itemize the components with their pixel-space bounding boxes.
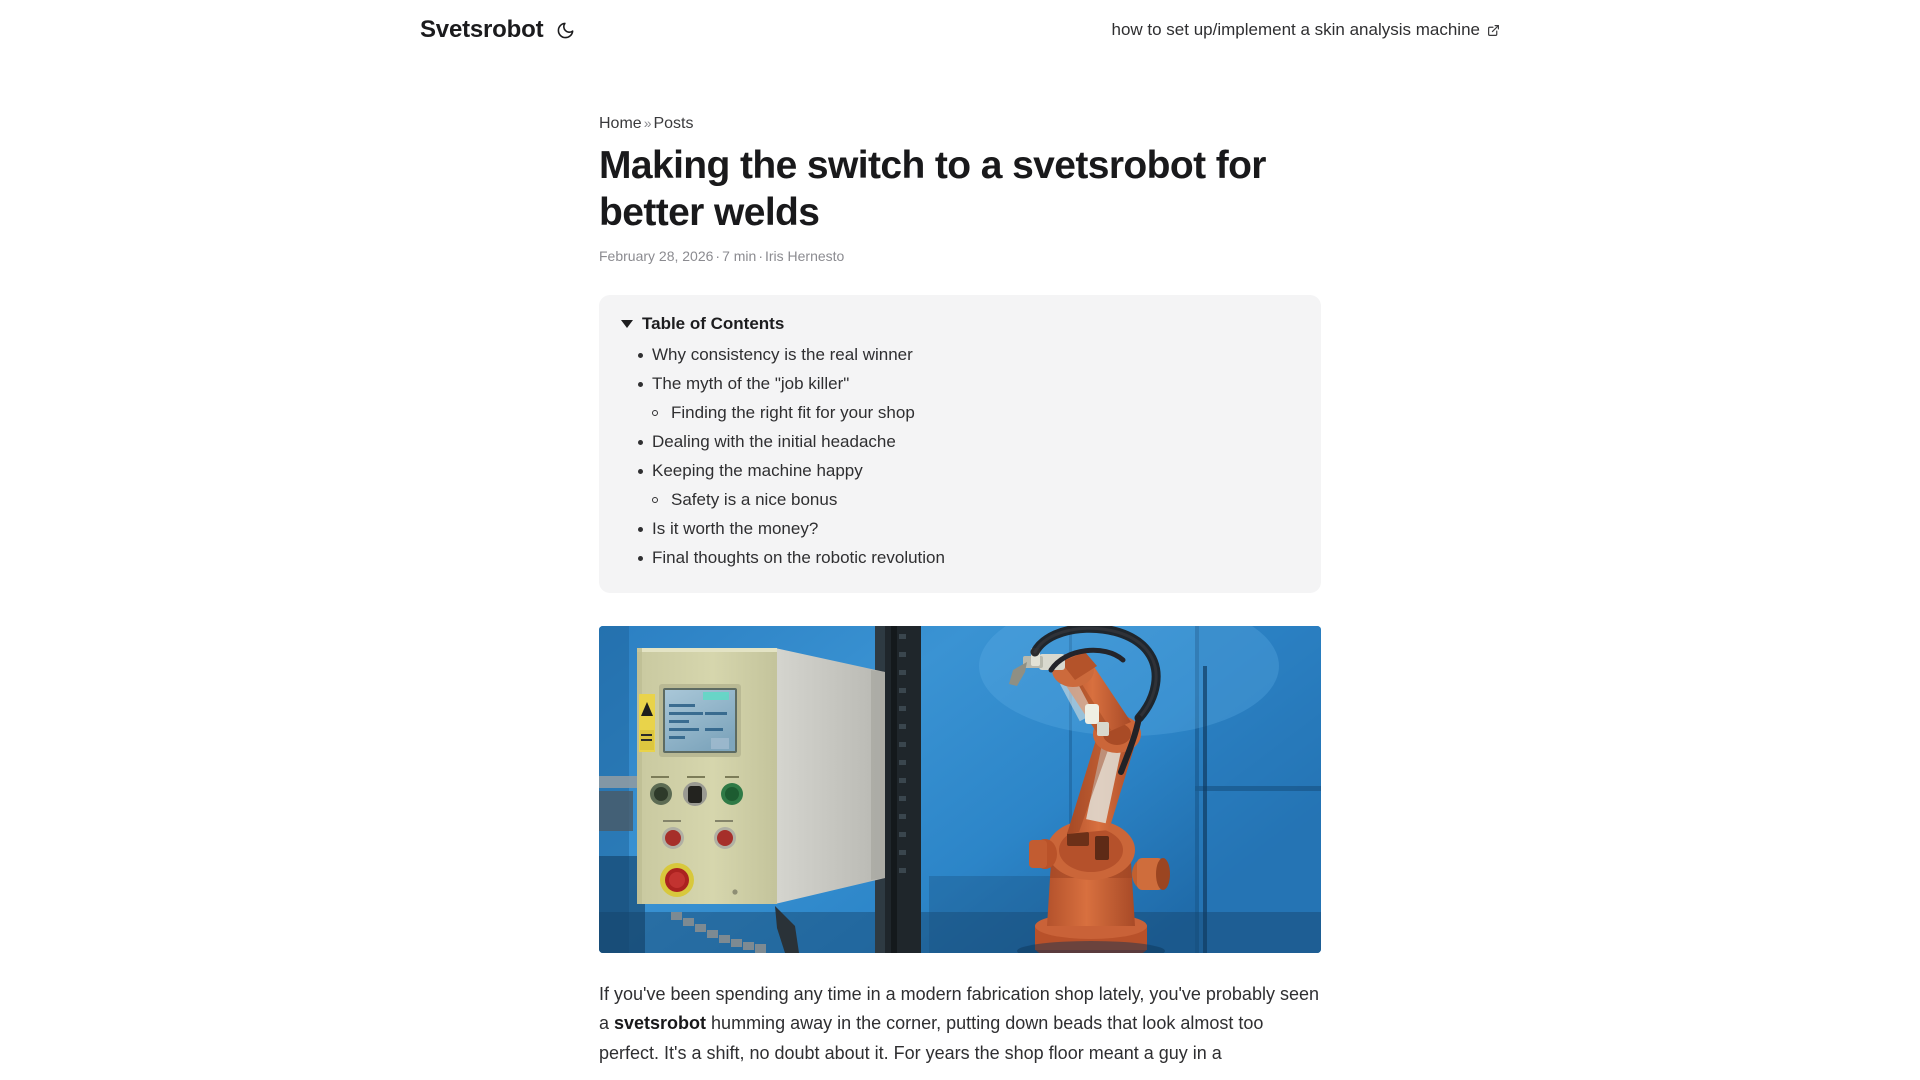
meta-separator-1: ·: [715, 247, 721, 264]
site-header: [0, 0, 1920, 60]
header-inner: [410, 18, 1510, 42]
toc-link[interactable]: Finding the right fit for your shop: [671, 402, 915, 422]
external-link-icon: [1487, 24, 1500, 37]
toc-item: [621, 340, 1299, 369]
toc-heading: Table of Contents: [642, 313, 785, 333]
body-emphasis: svetsrobot: [614, 1013, 707, 1034]
toc-link[interactable]: Is it worth the money?: [652, 518, 819, 538]
breadcrumb-item-posts[interactable]: Posts: [653, 115, 694, 132]
post-body: [599, 980, 1321, 1069]
toc-item: [621, 456, 1299, 514]
toc-toggle[interactable]: [621, 314, 1299, 334]
toc-bullet-icon: [638, 469, 643, 474]
welding-robot-cell-photo: [599, 626, 1321, 953]
post-meta: [599, 247, 1321, 267]
toc-link[interactable]: Safety is a nice bonus: [671, 489, 838, 509]
toc-item: [621, 514, 1299, 543]
nav-link-label: how to set up/implement a skin analysis machine: [1111, 20, 1480, 39]
toc-bullet-icon: [638, 382, 643, 387]
toc-bullet-icon: [638, 527, 643, 532]
toc-sublist: [652, 485, 1299, 514]
page-title: Making the switch to a svetsrobot for better welds: [599, 143, 1266, 235]
meta-separator-2: ·: [758, 247, 763, 264]
toc-link[interactable]: Why consistency is the real winner: [652, 344, 913, 364]
post-content-column: [599, 60, 1321, 1080]
site-logo-link[interactable]: Svetsrobot: [420, 16, 544, 43]
body-text: humming away in the corner, putting down beads that look almost too perfect. It's a shift, no doubt about it. For years the shop floor meant a guy in a: [599, 1013, 1264, 1063]
toc-item: [621, 369, 1299, 427]
toc-subitem: [652, 398, 1299, 427]
nav-link-skin-analysis-machine[interactable]: [1111, 20, 1500, 40]
toc-item: [621, 543, 1299, 572]
moon-icon[interactable]: [554, 19, 576, 41]
body-paragraph: [599, 980, 1321, 1069]
toc-bullet-icon: [638, 353, 643, 358]
breadcrumb-separator: »: [643, 115, 652, 131]
triangle-down-icon: [621, 320, 633, 328]
toc-subbullet-icon: [652, 497, 658, 503]
toc-link[interactable]: Final thoughts on the robotic revolution: [652, 547, 945, 567]
toc-sublist: [652, 398, 1299, 427]
body-text: If you've been spending any time in a modern fabrication shop lately, you've probably seen a: [599, 983, 1319, 1034]
post-date: February 28, 2026: [599, 247, 714, 264]
feature-figure: [599, 626, 1321, 953]
toc-link[interactable]: Keeping the machine happy: [652, 460, 863, 480]
toc-bullet-icon: [638, 556, 643, 561]
toc-list: [621, 340, 1299, 572]
breadcrumb: [599, 114, 1321, 135]
post-author: Iris Hernesto: [764, 247, 845, 264]
breadcrumb-item-home[interactable]: Home: [599, 115, 642, 132]
toc-subbullet-icon: [652, 410, 658, 416]
brand-block: [420, 18, 576, 42]
toc-item: [621, 427, 1299, 456]
toc-subitem: [652, 485, 1299, 514]
toc-link[interactable]: Dealing with the initial headache: [652, 431, 896, 451]
toc-bullet-icon: [638, 440, 643, 445]
main-nav: [1111, 20, 1500, 40]
table-of-contents: [599, 295, 1321, 593]
toc-link[interactable]: The myth of the "job killer": [652, 373, 850, 393]
page-wrap: [0, 60, 1920, 1080]
post-read-time: 7 min: [722, 247, 757, 264]
